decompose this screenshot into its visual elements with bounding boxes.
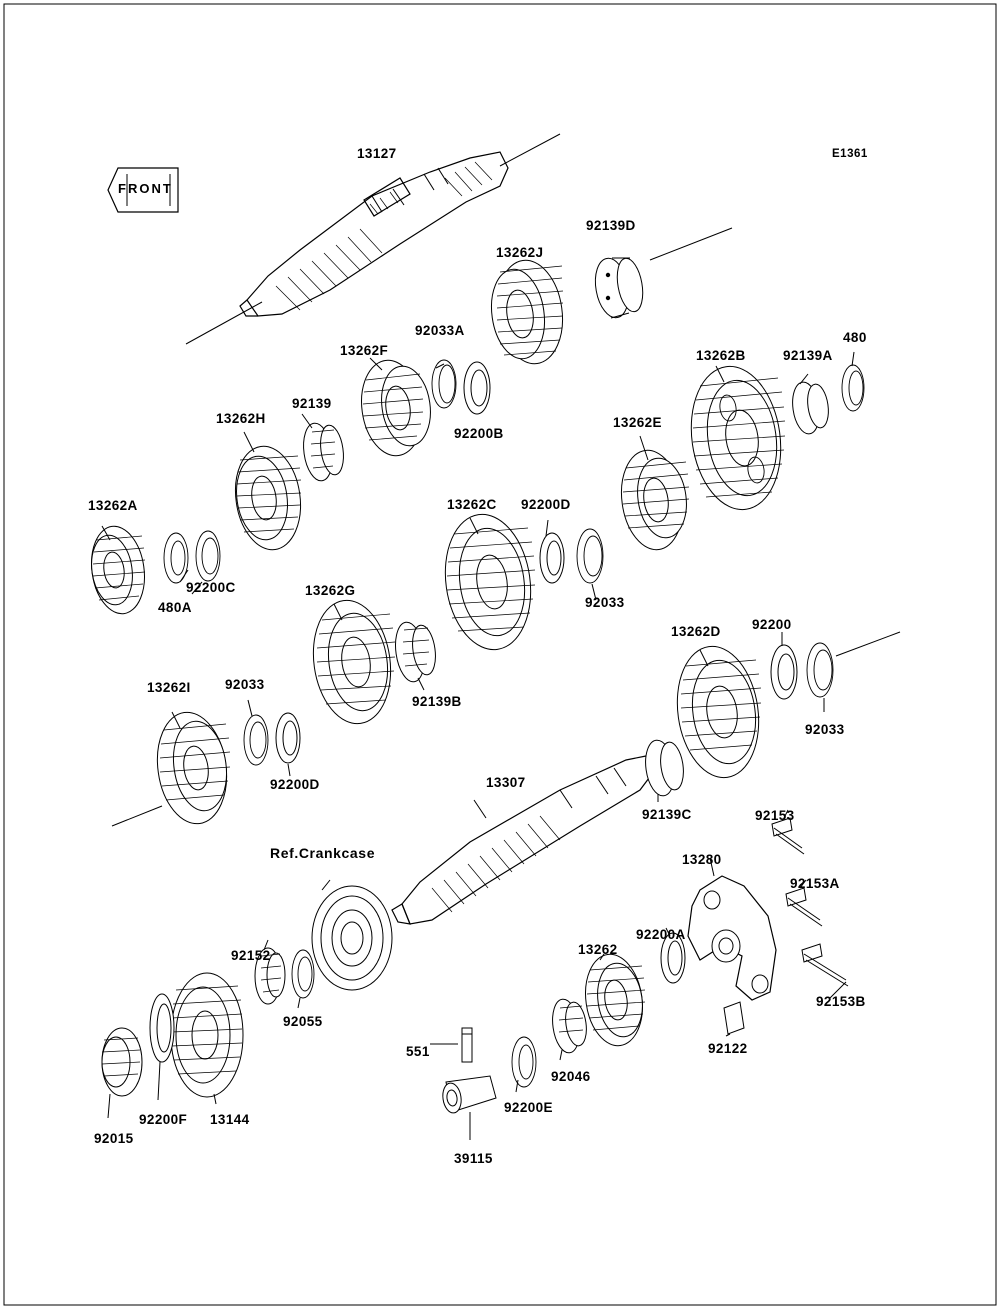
part-92139-bearing (300, 414, 346, 483)
part-label-13262F: 13262F (340, 343, 389, 358)
part-label-13307: 13307 (486, 775, 526, 790)
part-label-480: 480 (843, 330, 867, 345)
part-label-39115: 39115 (454, 1151, 493, 1166)
part-13144-sprocket (171, 973, 243, 1104)
part-13262J-gear (486, 256, 569, 368)
part-label-92033A: 92033A (415, 323, 465, 338)
part-label-92139D: 92139D (586, 218, 636, 233)
part-92200-washer (771, 632, 797, 699)
part-label-13262D: 13262D (671, 624, 721, 639)
part-label-92139B: 92139B (412, 694, 462, 709)
part-13262G-gear (306, 595, 399, 728)
part-label-13262H: 13262H (216, 411, 266, 426)
part-label-92033-left: 92033 (225, 677, 265, 692)
part-label-92139C: 92139C (642, 807, 692, 822)
part-13262F-gear (356, 356, 436, 459)
part-13262-gear (580, 951, 648, 1050)
part-label-13262E: 13262E (613, 415, 662, 430)
part-label-92152: 92152 (231, 948, 271, 963)
part-label-13262B: 13262B (696, 348, 746, 363)
part-92033-circlip-left (244, 700, 268, 765)
part-92139B-bearing (392, 620, 438, 690)
part-label-92200A: 92200A (636, 927, 686, 942)
part-label-13262G: 13262G (305, 583, 356, 598)
part-92033-circlip-right (807, 632, 900, 712)
part-92055-oring (292, 950, 314, 1008)
part-label-13262I: 13262I (147, 680, 191, 695)
part-39115-collar (441, 1076, 496, 1140)
sheet-code: E1361 (832, 148, 868, 160)
front-marker-label: FRONT (118, 181, 173, 196)
part-92153B-bolt (802, 944, 848, 998)
part-label-13280: 13280 (682, 852, 722, 867)
part-label-92200C: 92200C (186, 580, 236, 595)
part-label-480A: 480A (158, 600, 192, 615)
part-label-92200D-upper: 92200D (521, 497, 571, 512)
part-92015-nut (102, 1028, 142, 1118)
part-label-92200B: 92200B (454, 426, 504, 441)
part-92200B-washer (464, 362, 490, 414)
part-label-13127: 13127 (357, 146, 397, 161)
part-label-551: 551 (406, 1044, 430, 1059)
part-13262D-gear (669, 641, 767, 783)
part-13262C-gear (437, 509, 539, 655)
part-label-13262: 13262 (578, 942, 618, 957)
part-label-13144: 13144 (210, 1112, 250, 1127)
part-13262A-gear (86, 523, 150, 617)
part-label-92122: 92122 (708, 1041, 748, 1056)
part-13262H-gear (229, 432, 307, 554)
part-92200E-washer (512, 1037, 536, 1092)
part-label-92153A: 92153A (790, 876, 840, 891)
part-label-92055: 92055 (283, 1014, 323, 1029)
crankcase-ref-label: Ref.Crankcase (270, 845, 376, 861)
part-label-13262A: 13262A (88, 498, 138, 513)
part-551-pin (430, 1028, 472, 1062)
part-92200D-washer-left (276, 713, 300, 776)
part-13262I-gear (112, 708, 233, 828)
part-92122-pin (724, 1002, 744, 1036)
part-label-13262J: 13262J (496, 245, 544, 260)
part-480-circlip (842, 352, 864, 411)
part-92200C-washer (164, 533, 188, 583)
part-label-92200F: 92200F (139, 1112, 188, 1127)
part-label-92153: 92153 (755, 808, 795, 823)
part-92139A-bearing (790, 374, 831, 436)
part-92033-circlip-upper (577, 529, 603, 600)
part-92200F-washer (150, 994, 174, 1100)
part-label-92200D-left: 92200D (270, 777, 320, 792)
part-92200D-washer-upper (540, 520, 564, 583)
ref-crankcase-bearing (312, 880, 392, 990)
part-label-92139A: 92139A (783, 348, 833, 363)
part-label-92153B: 92153B (816, 994, 866, 1009)
part-label-92139: 92139 (292, 396, 332, 411)
part-92046-bearing (549, 997, 589, 1060)
part-label-92015: 92015 (94, 1131, 134, 1146)
part-13262B-gear (682, 361, 789, 516)
part-label-13262C: 13262C (447, 497, 497, 512)
part-92033A-circlip (432, 360, 456, 408)
part-13262E-gear (615, 436, 691, 554)
part-label-92200E: 92200E (504, 1100, 553, 1115)
part-label-92033-right: 92033 (805, 722, 845, 737)
part-13280-bracket (688, 858, 776, 1000)
part-92139C-bearing (642, 738, 686, 802)
part-label-92046: 92046 (551, 1069, 591, 1084)
part-label-92033-upper: 92033 (585, 595, 625, 610)
part-92139D-bearing (591, 228, 732, 320)
part-label-92200: 92200 (752, 617, 792, 632)
